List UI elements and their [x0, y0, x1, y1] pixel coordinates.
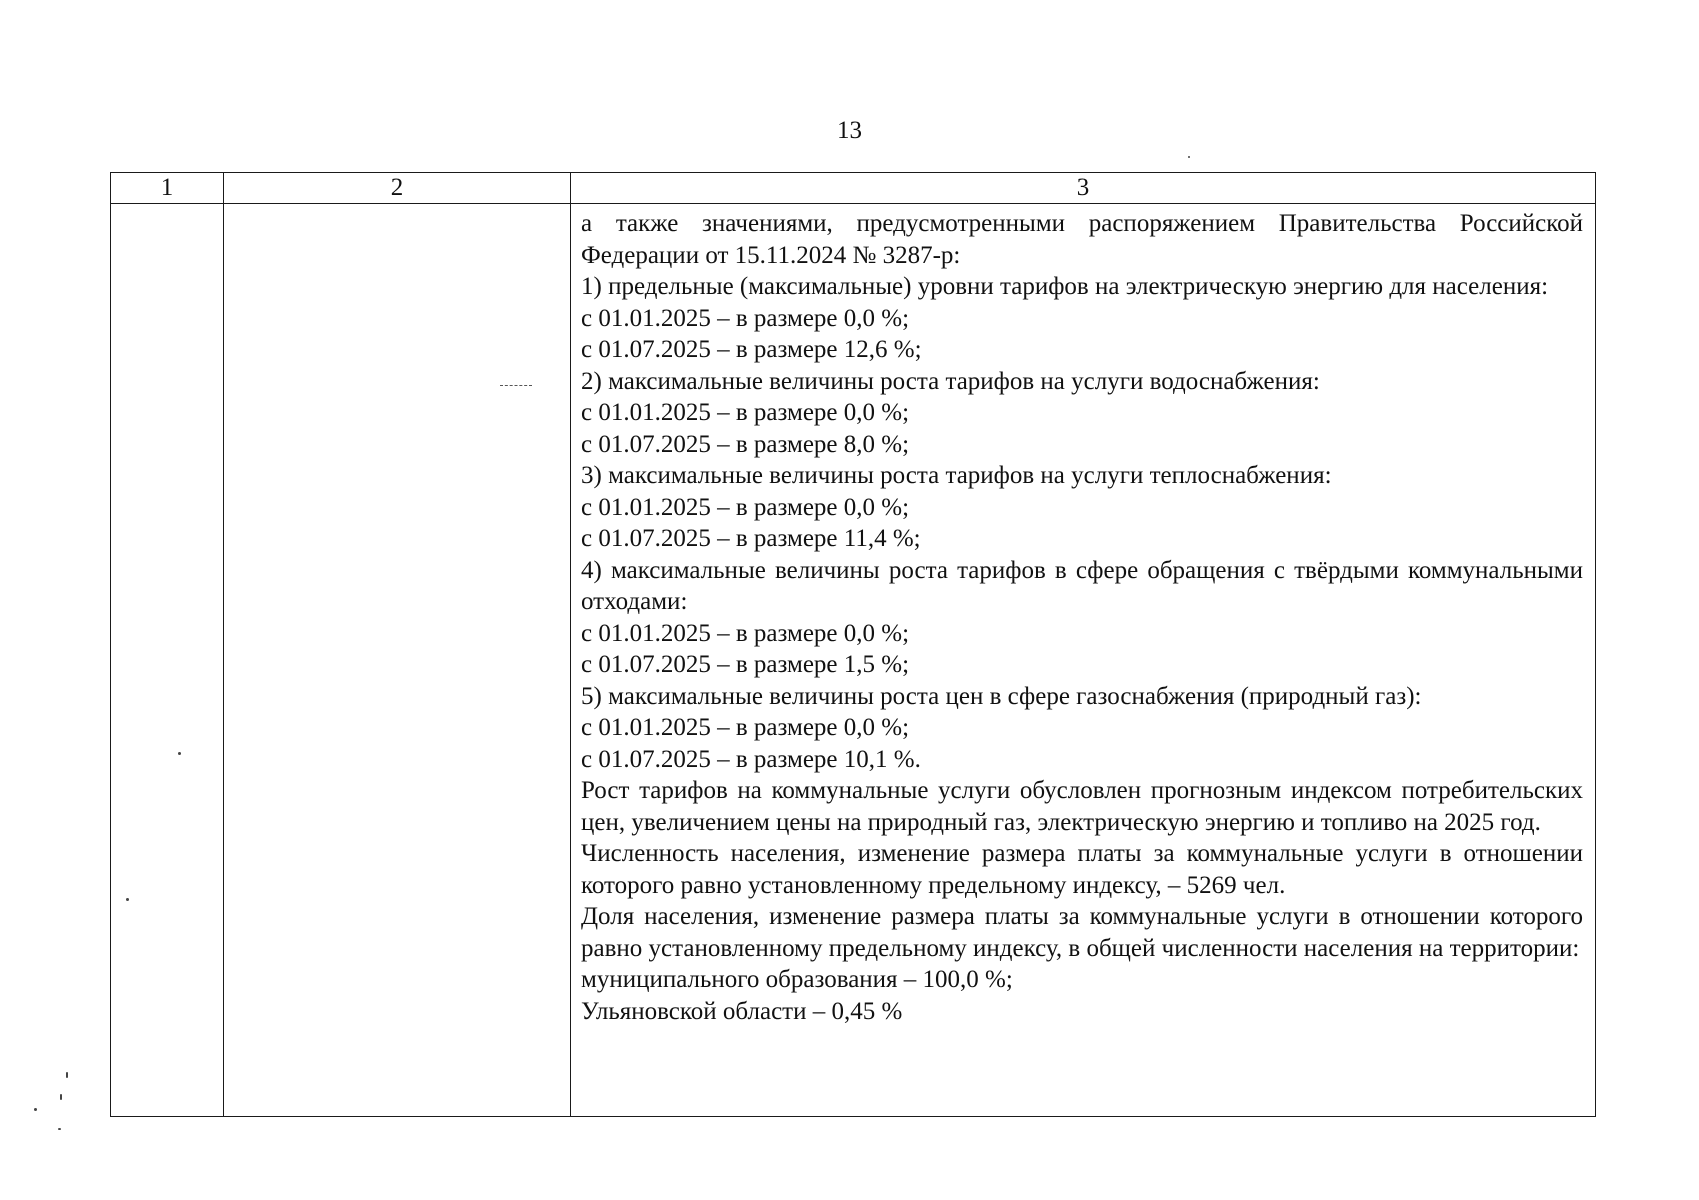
paragraph: с 01.07.2025 – в размере 10,1 %. [581, 745, 921, 773]
scan-speck [178, 752, 181, 755]
paragraph: 4) максимальные величины роста тарифов в сфере обращения с твёрдыми коммунальными отходами: [581, 556, 1583, 615]
paragraph: Рост тарифов на коммунальные услуги обусловлен прогнозным индексом потребительских цен, увеличением цены на природный газ, электрическую энергию и топливо на 2025 год. [581, 777, 1583, 836]
paragraph: с 01.07.2025 – в размере 1,5 %; [581, 651, 910, 678]
paragraph: с 01.01.2025 – в размере 0,0 %; [581, 619, 910, 647]
scan-dash-mark [500, 385, 532, 386]
paragraph: 1) предельные (максимальные) уровни тарифов на электрическую энергию для населения: [581, 273, 1549, 300]
page-number: 13 [837, 117, 862, 144]
scan-speck [34, 1108, 37, 1111]
paragraph: Доля населения, изменение размера платы за коммунальные услуги в отношении которого равно установленному предельному индексу, в общей численности населения на территории: [581, 903, 1583, 962]
paragraph: с 01.07.2025 – в размере 12,6 %; [581, 336, 922, 363]
paragraph: Численность населения, изменение размера платы за коммунальные услуги в отношении которого равно установленному предельному индексу, – 5269 чел. [581, 840, 1583, 899]
header-col-3: 3 [571, 173, 1596, 204]
cell-col-3 [571, 204, 1596, 1117]
table-header-row [111, 173, 1596, 204]
paragraph: а также значениями, предусмотренными распоряжением Правительства Российской Федерации от 15.11.2024 № 3287-р: [581, 210, 1583, 269]
paragraph: Ульяновской области – 0,45 % [581, 997, 903, 1025]
paragraph: 3) максимальные величины роста тарифов на услуги теплоснабжения: [581, 462, 1332, 489]
paragraph: муниципального образования – 100,0 %; [581, 966, 1013, 993]
paragraph: с 01.07.2025 – в размере 8,0 %; [581, 430, 910, 458]
table-row [111, 204, 1596, 1117]
paragraph: с 01.01.2025 – в размере 0,0 %; [581, 399, 910, 426]
data-table [110, 172, 1596, 1117]
col3-text [571, 204, 1595, 1027]
header-col-1: 1 [111, 173, 224, 204]
scan-speck [58, 1128, 61, 1130]
cell-col-2 [224, 204, 571, 1117]
scan-speck [126, 898, 129, 901]
paragraph: с 01.01.2025 – в размере 0,0 %; [581, 304, 910, 332]
scan-speck [60, 1094, 62, 1100]
paragraph: 2) максимальные величины роста тарифов на услуги водоснабжения: [581, 367, 1320, 395]
scan-speck [66, 1072, 68, 1078]
paragraph: с 01.01.2025 – в размере 0,0 %; [581, 493, 910, 521]
scan-speck [1188, 156, 1190, 158]
paragraph: 5) максимальные величины роста цен в сфере газоснабжения (природный газ): [581, 682, 1422, 710]
paragraph: с 01.07.2025 – в размере 11,4 %; [581, 525, 921, 552]
header-col-2: 2 [224, 173, 571, 204]
paragraph: с 01.01.2025 – в размере 0,0 %; [581, 714, 910, 741]
cell-col-1 [111, 204, 224, 1117]
